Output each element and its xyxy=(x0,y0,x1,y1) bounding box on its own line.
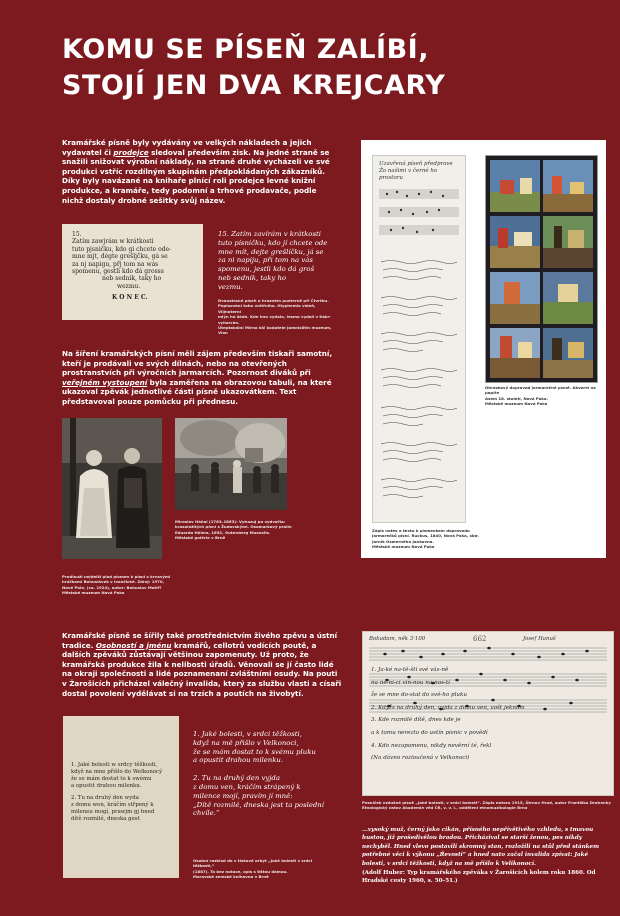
title-line-1: KOMU SE PÍSEŇ ZALÍBÍ, xyxy=(62,34,429,65)
scan-line: 15. xyxy=(72,231,82,238)
caption-line: Městské muzeum Nová Paka xyxy=(485,401,548,407)
caption-line: Městské galérie v Brně xyxy=(175,535,226,541)
quote-line: že se mám dostat to k svému pluku xyxy=(193,747,316,756)
singers-photo-art xyxy=(62,418,162,559)
quote-line: mne mít, dejte grešlíčku, já se xyxy=(218,247,324,256)
citation-text: ...vysoký muž, černý jako cikán, přísného nepřívětivého vzhledu, s tmavou hustou, již prošedivělou bradou. Přicházival se starší ženou, pes nikdy nechyběl. Hned vlevo postavili skromný stan, rozložili na stůl před stánkem potřebné věci k výkonu „Řevosti“ a hned nato začal invalida zpívat: Jaké bolesti, v srdci těžkosti, když na mě přišlo k Velikonocí. xyxy=(362,827,600,867)
handwritten-score xyxy=(362,631,614,796)
scan-line: dítě rozmilé, dneska gest xyxy=(71,816,140,822)
photo-caption xyxy=(62,574,172,596)
lower-emphasis: Osobností a jménu xyxy=(95,640,172,650)
scan-line: za nj napigu, přj tom na wás xyxy=(72,260,159,268)
quote-line: spomenu, jestli kdo dá groš xyxy=(218,265,315,274)
scan-line: a opustit drahou milenku. xyxy=(71,783,142,789)
quote-line: z domu ven, kráčím strápený k xyxy=(193,782,301,791)
citation-block xyxy=(362,826,612,886)
score-line: na ne-ni-ci vin-nou na-nos-tí xyxy=(371,679,450,686)
title-line-2: STOJÍ JEN DVA KREJCARY xyxy=(62,70,446,101)
caption-line: Úteptokální Mírna bič kodatele Jamnislitin muzeum, Vlon xyxy=(218,325,332,336)
caption-line: Zápis notes a textu k písmenkem doprovodu xyxy=(372,528,470,533)
score-lyrics xyxy=(371,664,607,765)
quote-line: za ni napiju, při tom na vás xyxy=(218,256,313,265)
crowd-painting-art xyxy=(175,418,287,510)
caption-line: jarmarečků písní. Ruckus, 1840, Nová Paka, sbír. xyxy=(372,533,479,539)
old-print-scan xyxy=(62,224,203,320)
old-song-sheet-scan xyxy=(63,716,179,878)
middle-paragraph xyxy=(62,349,336,407)
caption-line: krasoložitých písní s Žudovskými. Osomarkový pralin xyxy=(175,524,292,530)
quote-line: tuto písničku, kdo jí chcete ode xyxy=(218,238,328,247)
scan-line: Zatím zawjrám w krátkosti xyxy=(72,238,154,246)
caption-line: Prodlouží nejdelší plod písmen k písní s krvavými xyxy=(62,574,171,579)
page-title xyxy=(62,32,582,104)
painting-caption xyxy=(175,519,293,541)
quote-line: a opustit drahou milenku. xyxy=(193,756,284,765)
intro-text-b: sledoval především zisk. Na jedné straně se snažili snižovat výrobní náklady, na straně druhé vycházeli ve své produkci vstříc rozdílným skupinám předpokládaných zákazníků. Díky byly navázané na knihaře plnící roli prodejce levné knižní produkce, a kramáře, tedy podomní a trhové prodavače, podle nichž dostaly drobné sešitky svůj název. xyxy=(62,147,330,205)
board-paintings xyxy=(486,156,597,382)
caption-line: hráčkami Bohuslávek v Ivančické. Zdroj: 1970, xyxy=(62,579,165,585)
quote-line: 1. Jaké bolesti, v srdci těžkosti, xyxy=(193,730,302,738)
caption-line: Popisování toho vnitřního. Hlyphemia vídeň, Vlijnoterní xyxy=(218,303,316,314)
caption-line: (1887). Ta bez notace, opis s tištou dámou. xyxy=(193,868,288,874)
score-line: (Na dávno rozloučená v Velkonoci) xyxy=(371,755,470,762)
quote-line: vezmu. xyxy=(218,282,243,291)
quote2-caption xyxy=(193,858,333,880)
lower-text-b: kramářů, cellotrů vodících poutě, a dalších zpěváků zůstávají většinou zapomenuty. Už proto, že kramářská produkce žila k nelibosti úřadů. Věnovali se jí často lidé na okraji společnosti a lidé poznamenaní zvláštními osudy. Na pouti v Žarošicích přicházel válečný invalida, který za službu vlasti a císaři dostal povolení vydělávat si na trzích a poutích na živobytí. xyxy=(62,640,342,698)
score-number: 662 xyxy=(473,635,487,643)
caption-line: Asem 18. století, Nová Paka. xyxy=(485,395,548,401)
scan-line: že se mám dostat to k swému xyxy=(71,776,152,782)
scan-line: 2. Tu na druhý den wyda xyxy=(71,795,139,801)
handwritten-song-sheet xyxy=(372,155,466,523)
scan-line: mileneu mogí, prawjm gj hned xyxy=(71,809,155,815)
caption-line: vyharcím. xyxy=(218,319,240,325)
score-line: a k tomu nerezto do ustín pisnic v povědí xyxy=(371,729,488,736)
quote-line: chvíle.“ xyxy=(193,809,220,818)
intro-text-a: Kramářské písně byly vydávány ve velkých nákladech a jejich vydavatel či xyxy=(62,138,312,157)
picture-board-caption xyxy=(485,385,603,407)
quote-line: milence mojí, pravím jí mně: xyxy=(193,791,293,800)
caption-line: Jarník Osmerného Jankovna. xyxy=(372,538,434,544)
score-heading-left: Bokudam, něk 3·100 xyxy=(369,636,426,642)
quote1-caption xyxy=(218,298,336,336)
citation-source: (Adolf Huber: Typ kramářského zpěváka v Žarošicích kolem roku 1860. Od Hradské cesty 1960, s. 50–51.) xyxy=(362,870,596,885)
scan-line: 1. Jaké bolesti w srdcy těžkosti, xyxy=(71,762,158,768)
caption-line: Eduarda Hölma, 1852, Gutenberg Musealis. xyxy=(175,529,271,535)
score-line: 4. Kdo nezapomenu, nikdy nevěrní té, řekl xyxy=(371,742,492,749)
caption-line: Moravské zemské knihovna v Brně xyxy=(193,874,269,880)
caption-line: Nové Pole, (ca. 1924), autor: Bohuslav Motif? xyxy=(62,584,162,590)
caption-line: Osobní rozklad do v tiskové orbyt „Jaké bolesti v srdci těžkosti,“ xyxy=(193,858,313,869)
score-line: 1. Ja-ké na-tě-ští své vás-ně xyxy=(371,667,449,673)
quote-line: „Dítě rozmilé, dneska jest ta poslední xyxy=(193,800,324,809)
scan-line: když na mne přišlo do Welkonocý xyxy=(71,769,163,775)
score-heading-right: Josef Hanuš xyxy=(523,636,556,642)
song-sheet-caption xyxy=(372,528,492,550)
sheet-heading-2: Žo našimi v černé ho prostoru xyxy=(379,168,438,181)
score-line: 3. Kde rozmilé dítě, dnes kde je xyxy=(371,717,461,724)
lower-paragraph xyxy=(62,631,342,698)
scan-line: wezmu. xyxy=(117,282,141,290)
crowd-painting xyxy=(175,418,287,510)
intro-paragraph xyxy=(62,138,335,205)
middle-text-b: byla zaměřena na obrazovou tabuli, na které ukazoval zpěvák jednotlivé části písně ukazovátkem. Text představoval pouze pomůcku při přednesu. xyxy=(62,377,332,406)
middle-text-a: Na šíření kramářských písní měli zájem především tiskaři samotní, kteří je prodávali ve svých dílnách, nebo na otevřených prostranstvích při výročních jarmarcích. Pozornost diváků při xyxy=(62,349,333,378)
score-line: že se mne do-stat do své-ho pluku xyxy=(371,692,467,699)
lower-text-a: Kramářské písně se šířily také prostřednictvím živého zpěvu a ústní tradice. xyxy=(62,631,338,650)
sheet-handwriting xyxy=(373,182,465,522)
quote-line: 2. Tu na druhý den vyjda xyxy=(193,774,280,783)
scan-footer: K O N E C. xyxy=(112,294,148,302)
caption-line: Miroslav Háňal (1763–1863): Vyhazuj po vydvořku xyxy=(175,519,285,524)
caption-line: Pesníček vzdušné písně „Jaké bolesti, v srdci bolesti“. Zápis notoru 1915, Štrnov Hrad, autor Františka Drahenky xyxy=(362,800,611,805)
scan-line: mne mjt, dégte grešljčku, gá se xyxy=(72,253,168,261)
scan-line: neb sednik, taky ho xyxy=(102,275,162,283)
score-caption xyxy=(362,800,612,811)
caption-line: Městské muzeum Nová Paka xyxy=(62,590,125,596)
illustrated-song-board xyxy=(485,155,598,383)
quote-line: neb sednik, taky ho xyxy=(218,273,287,282)
scan-line: spomenu, gestli kdo dá grosss xyxy=(72,268,164,276)
score-line: 2. Kdyžs na druhý den, vyjda z domu ven, vošt jeknom xyxy=(371,704,525,711)
middle-emphasis: veřejném vystoupení xyxy=(62,377,148,387)
caption-line: Dvoustrané píseň o hrozném pusterně při Čtvrtku. xyxy=(218,298,329,303)
caption-line: mlýn ho žádá. Kde hno vydalo, lesmo vydali v tiskr- xyxy=(218,314,332,320)
scan-line: z domu wen, kráčím střpený k xyxy=(71,802,154,808)
quote-line: 15. Zatím zavírám v krátkosti xyxy=(218,230,321,238)
quote-line: když na mě přišlo v Velkonoci, xyxy=(193,738,299,747)
quote-verses-1-2 xyxy=(193,730,355,818)
intro-emphasis: prodejce xyxy=(113,147,149,157)
quote-verse-15 xyxy=(218,230,336,292)
scan-line: tuto pjsničku, kdo gi chcete ode- xyxy=(72,245,172,253)
caption-line: Městské muzeum Nová Paka xyxy=(372,544,435,550)
caption-line: Etnologický ústav Akademie věd ČR, v. v. i., oddělení etnomuzikologie Brno xyxy=(362,805,528,811)
singers-photo xyxy=(62,418,162,559)
caption-line: Obrázkový doprovod jarmarečné písně. Akvarel na papíře xyxy=(485,385,596,396)
sheet-heading-1: Uzavřená píseň předprave xyxy=(379,161,453,167)
